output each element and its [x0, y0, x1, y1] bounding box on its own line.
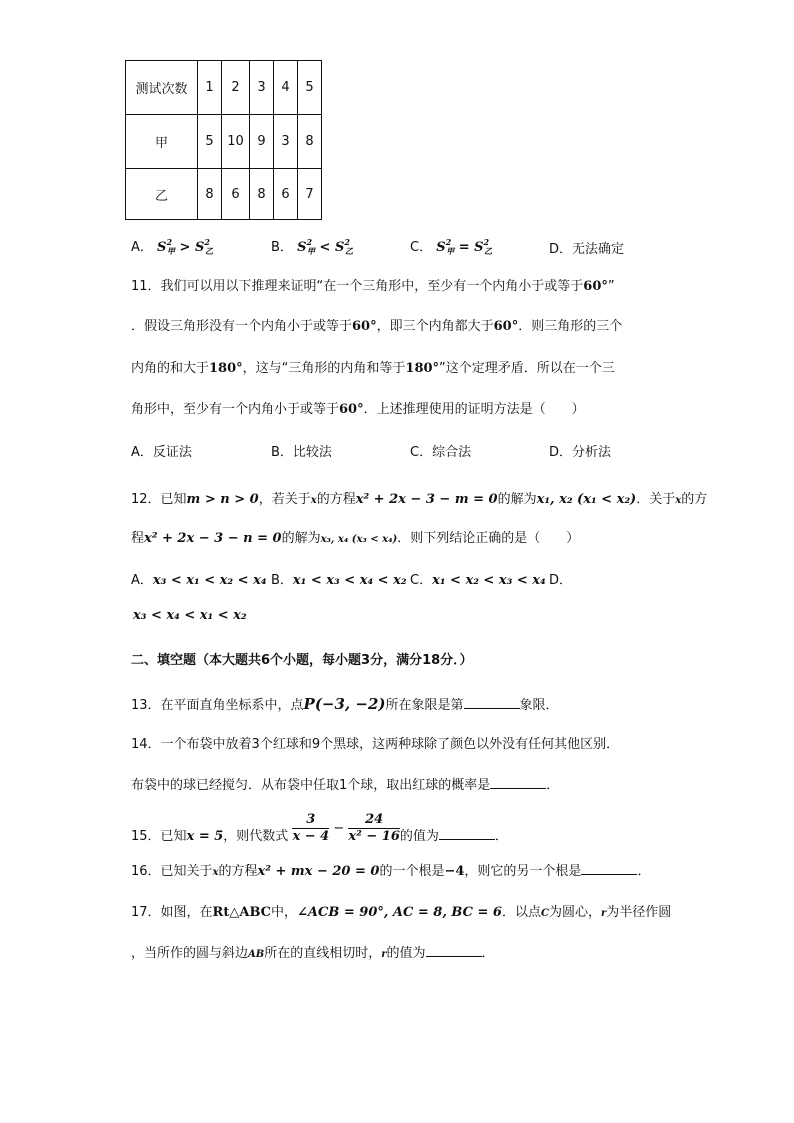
- q16: 16．已知关于x的方程x² + mx − 20 = 0的一个根是−4，则它的另一个根是 ．: [131, 864, 651, 879]
- table-cell: 测试次数: [126, 61, 198, 115]
- q15: 15．已知x = 5，则代数式 $\frac{3}{x - 4}$ − $\frac{24}{\text{x² − 16}}$ 的值为 ．: [131, 812, 508, 844]
- section-heading: 二、填空题（本大题共6个小题，每小题3分，满分18分．）: [131, 653, 473, 668]
- q13: 13．在平面直角坐标系中，点P(−3, −2)所在象限是第 象限．: [131, 695, 559, 713]
- table-cell: 8: [198, 169, 222, 220]
- q11-choice-a: A．反证法: [131, 445, 192, 460]
- fraction-2: $\frac{24}{\text{x² − 16}}$: [348, 812, 400, 844]
- q12-line1: 12．已知m > n > 0，若关于x的方程x² + 2x − 3 − m = 0的解为x₁, x₂ (x₁ < x₂)．关于x的方: [131, 492, 708, 507]
- q11-choice-c: C．综合法: [410, 445, 472, 460]
- q10-choice-d: D．无法确定: [549, 242, 625, 257]
- answer-blank[interactable]: [490, 777, 546, 789]
- table-cell: 3: [250, 61, 274, 115]
- q11-line3: 内角的和大于180°，这与“三角形的内角和等于180°”这个定理矛盾．所以在一个三: [131, 361, 615, 376]
- answer-blank[interactable]: [464, 697, 520, 709]
- table-cell: 8: [298, 115, 322, 169]
- table-cell: 3: [274, 115, 298, 169]
- table-cell: 4: [274, 61, 298, 115]
- table-cell: 甲: [126, 115, 198, 169]
- answer-blank[interactable]: [439, 828, 495, 840]
- table-cell: 5: [298, 61, 322, 115]
- table-cell: 9: [250, 115, 274, 169]
- q14-line1: 14．一个布袋中放着3个红球和9个黑球，这两种球除了颜色以外没有任何其他区别．: [131, 737, 620, 752]
- q11-line2: ．假设三角形没有一个内角小于或等于60°，即三个内角都大于60°．则三角形的三个: [131, 319, 623, 334]
- table-row: [126, 115, 322, 169]
- q12-choice-c: C．x₁ < x₂ < x₃ < x₄: [410, 573, 546, 588]
- table-cell: 2: [222, 61, 250, 115]
- q11-choice-b: B．比较法: [271, 445, 332, 460]
- q17-line1: 17．如图，在Rt△ABC中，∠ACB = 90°, AC = 8, BC = 6．以点C为圆心，r为半径作圆: [131, 905, 672, 920]
- table-cell: 乙: [126, 169, 198, 220]
- q10-choice-b: B． $S^2_甲 < S^2_乙$: [271, 237, 353, 256]
- q12-choice-a: A．x₃ < x₁ < x₂ < x₄: [131, 573, 267, 588]
- table-cell: 1: [198, 61, 222, 115]
- q11-choice-d: D．分析法: [549, 445, 612, 460]
- table-cell: 6: [222, 169, 250, 220]
- score-table: [125, 60, 322, 220]
- q12-choice-b: B．x₁ < x₃ < x₄ < x₂: [271, 573, 407, 588]
- q17-line2: ，当所作的圆与斜边AB所在的直线相切时，r的值为 ．: [131, 946, 495, 961]
- table-cell: 8: [250, 169, 274, 220]
- table-cell: 5: [198, 115, 222, 169]
- q12-line2: 程x² + 2x − 3 − n = 0的解为x₃, x₄ (x₃ < x₄)．则下列结论正确的是（ ）: [131, 531, 580, 546]
- table-row: [126, 169, 322, 220]
- q11-line1: 11．我们可以用以下推理来证明“在一个三角形中，至少有一个内角小于或等于60°”: [131, 279, 615, 294]
- q14-line2: 布袋中的球已经搅匀．从布袋中任取1个球，取出红球的概率是 ．: [131, 778, 560, 793]
- variance-expr: $S^2_甲 = S^2_乙$: [436, 237, 493, 256]
- q12-choice-d-label: D．: [549, 573, 573, 588]
- q12-choice-d-expr: x₃ < x₄ < x₁ < x₂: [133, 608, 247, 623]
- variance-expr: $S^2_甲 < S^2_乙$: [297, 237, 353, 256]
- fraction-1: $\frac{3}{x - 4}$: [292, 812, 330, 844]
- q11-line4: 角形中，至少有一个内角小于或等于60°．上述推理使用的证明方法是（ ）: [131, 402, 585, 417]
- table-cell: 6: [274, 169, 298, 220]
- q10-choice-c: C． $S^2_甲 = S^2_乙$: [410, 237, 493, 256]
- answer-blank[interactable]: [581, 863, 637, 875]
- q10-choice-a: A． $S^2_甲 > S^2_乙$: [131, 237, 213, 256]
- table-cell: 10: [222, 115, 250, 169]
- table-header-row: [126, 61, 322, 115]
- variance-expr: $S^2_甲 > S^2_乙$: [157, 237, 213, 256]
- table-cell: 7: [298, 169, 322, 220]
- answer-blank[interactable]: [426, 945, 482, 957]
